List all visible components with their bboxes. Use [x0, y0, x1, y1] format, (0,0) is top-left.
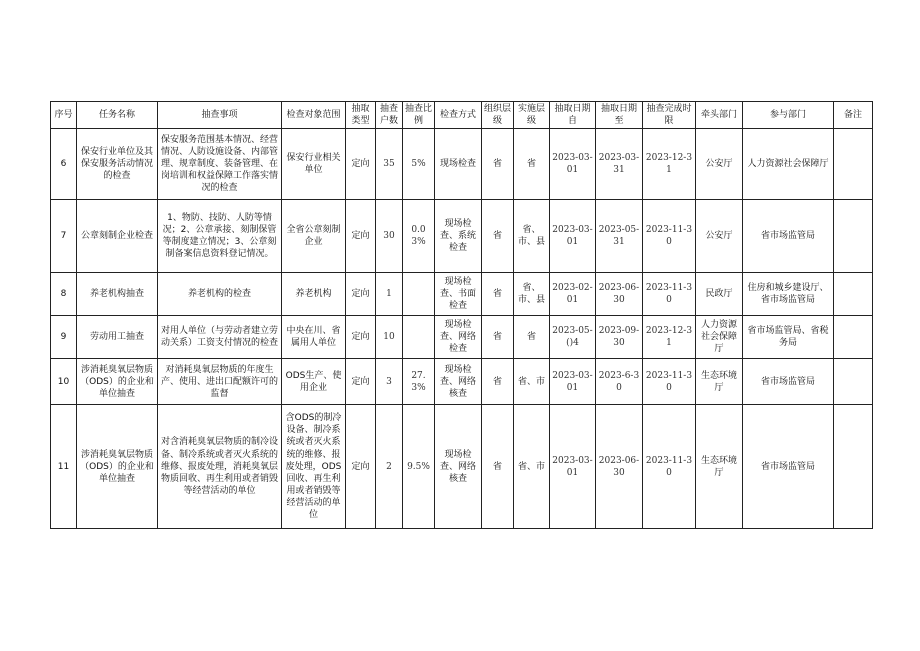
target-scope: ODS生产、使用企业 [282, 359, 346, 405]
table-row [51, 200, 873, 273]
inspection-count: 2 [376, 405, 403, 529]
inspection-item: 养老机构的检查 [158, 273, 282, 316]
date-from: 2023-03-01 [550, 129, 596, 200]
deadline: 2023-11-30 [643, 405, 696, 529]
inspection-ratio [403, 316, 435, 359]
task-name: 涉消耗臭氧层物质（ODS）的企业和单位抽查 [77, 359, 158, 405]
lead-department: 生态环境厅 [696, 359, 743, 405]
header-cell: 抽取类型 [346, 102, 376, 129]
header-cell: 序号 [51, 102, 77, 129]
inspection-ratio: 9.5% [403, 405, 435, 529]
org-level: 省 [482, 316, 514, 359]
task-name: 养老机构抽查 [77, 273, 158, 316]
row-number: 8 [51, 273, 77, 316]
date-from: 2023-03-01 [550, 200, 596, 273]
row-number: 10 [51, 359, 77, 405]
selection-type: 定向 [346, 316, 376, 359]
org-level: 省 [482, 359, 514, 405]
target-scope: 含ODS的制冷设备、制冷系统或者灭火系统的维修、报废处理，ODS回收、再生利用或者销毁等经营活动的单位 [282, 405, 346, 529]
task-name: 保安行业单位及其保安服务活动情况的检查 [77, 129, 158, 200]
target-scope: 全省公章刻制企业 [282, 200, 346, 273]
org-level: 省 [482, 200, 514, 273]
selection-type: 定向 [346, 129, 376, 200]
impl-level: 省、市 [514, 405, 550, 529]
remarks [834, 316, 873, 359]
remarks [834, 359, 873, 405]
inspection-ratio: 0.03% [403, 200, 435, 273]
org-level: 省 [482, 273, 514, 316]
impl-level: 省、市、县 [514, 273, 550, 316]
header-cell: 参与部门 [743, 102, 834, 129]
inspection-ratio: 5% [403, 129, 435, 200]
selection-type: 定向 [346, 359, 376, 405]
date-to: 2023-06-30 [596, 273, 643, 316]
task-name: 公章刻制企业检查 [77, 200, 158, 273]
remarks [834, 129, 873, 200]
remarks [834, 200, 873, 273]
inspection-item: 保安服务范围基本情况、经营情况、人防设施设备、内部管理、规章制度、装备管理、在岗培训和权益保障工作落实情况的检查 [158, 129, 282, 200]
participating-departments: 省市场监管局 [743, 405, 834, 529]
lead-department: 人力资源社会保障厅 [696, 316, 743, 359]
header-cell: 抽查比例 [403, 102, 435, 129]
header-row [51, 102, 873, 129]
header-cell: 实施层级 [514, 102, 550, 129]
table-row [51, 405, 873, 529]
inspection-method: 现场检查、书面检查 [435, 273, 482, 316]
table-row [51, 129, 873, 200]
lead-department: 公安厅 [696, 200, 743, 273]
inspection-table [50, 101, 873, 529]
impl-level: 省 [514, 129, 550, 200]
header-cell: 抽取日期至 [596, 102, 643, 129]
header-cell: 抽取日期自 [550, 102, 596, 129]
deadline: 2023-11-30 [643, 273, 696, 316]
header-cell: 抽查事项 [158, 102, 282, 129]
header-cell: 备注 [834, 102, 873, 129]
lead-department: 民政厅 [696, 273, 743, 316]
inspection-count: 30 [376, 200, 403, 273]
task-name: 涉消耗臭氧层物质（ODS）的企业和单位抽查 [77, 405, 158, 529]
row-number: 11 [51, 405, 77, 529]
row-number: 6 [51, 129, 77, 200]
date-to: 2023-03-31 [596, 129, 643, 200]
participating-departments: 人力资源社会保障厅 [743, 129, 834, 200]
inspection-method: 现场检查、系统检查 [435, 200, 482, 273]
target-scope: 保安行业相关单位 [282, 129, 346, 200]
date-from: 2023-05-()4 [550, 316, 596, 359]
participating-departments: 省市场监管局、省税务局 [743, 316, 834, 359]
inspection-item: 1、物防、技防、人防等情况；2、公章承接、刻制保管等制度建立情况；3、公章刻制备案信息资料登记情况。 [158, 200, 282, 273]
participating-departments: 住房和城乡建设厅、省市场监管局 [743, 273, 834, 316]
header-cell: 牵头部门 [696, 102, 743, 129]
date-from: 2023-02-01 [550, 273, 596, 316]
selection-type: 定向 [346, 200, 376, 273]
inspection-item: 对含消耗臭氧层物质的制冷设备、制冷系统或者灭火系统的维修、报废处理，消耗臭氧层物质回收、再生利用或者销毁等经营活动的单位 [158, 405, 282, 529]
selection-type: 定向 [346, 273, 376, 316]
deadline: 2023-11-30 [643, 359, 696, 405]
header-cell: 抽查户数 [376, 102, 403, 129]
header-cell: 检查对象范围 [282, 102, 346, 129]
date-from: 2023-03-01 [550, 359, 596, 405]
impl-level: 省、市、县 [514, 200, 550, 273]
remarks [834, 273, 873, 316]
inspection-count: 3 [376, 359, 403, 405]
date-to: 2023-06-30 [596, 405, 643, 529]
impl-level: 省、市 [514, 359, 550, 405]
lead-department: 公安厅 [696, 129, 743, 200]
inspection-count: 10 [376, 316, 403, 359]
inspection-method: 现场检查、网络核查 [435, 359, 482, 405]
inspection-item: 对消耗臭氧层物质的年度生产、使用、进出口配额许可的监督 [158, 359, 282, 405]
target-scope: 中央在川、省属用人单位 [282, 316, 346, 359]
table-row [51, 359, 873, 405]
selection-type: 定向 [346, 405, 376, 529]
remarks [834, 405, 873, 529]
org-level: 省 [482, 129, 514, 200]
lead-department: 生态环境厅 [696, 405, 743, 529]
date-to: 2023-05-31 [596, 200, 643, 273]
row-number: 7 [51, 200, 77, 273]
date-from: 2023-03-01 [550, 405, 596, 529]
inspection-ratio: 27.3% [403, 359, 435, 405]
inspection-method: 现场检查、网络核查 [435, 405, 482, 529]
deadline: 2023-11-30 [643, 200, 696, 273]
org-level: 省 [482, 405, 514, 529]
task-name: 劳动用工抽查 [77, 316, 158, 359]
impl-level: 省 [514, 316, 550, 359]
table-row [51, 273, 873, 316]
date-to: 2023-09-30 [596, 316, 643, 359]
deadline: 2023-12-31 [643, 129, 696, 200]
inspection-method: 现场检查 [435, 129, 482, 200]
header-cell: 抽查完成时限 [643, 102, 696, 129]
deadline: 2023-12-31 [643, 316, 696, 359]
table-row [51, 316, 873, 359]
inspection-count: 1 [376, 273, 403, 316]
participating-departments: 省市场监管局 [743, 359, 834, 405]
inspection-ratio [403, 273, 435, 316]
header-cell: 任务名称 [77, 102, 158, 129]
target-scope: 养老机构 [282, 273, 346, 316]
inspection-count: 35 [376, 129, 403, 200]
date-to: 2023-6-30 [596, 359, 643, 405]
inspection-method: 现场检查、网络检查 [435, 316, 482, 359]
header-cell: 组织层级 [482, 102, 514, 129]
row-number: 9 [51, 316, 77, 359]
inspection-item: 对用人单位（与劳动者建立劳动关系）工资支付情况的检查 [158, 316, 282, 359]
participating-departments: 省市场监管局 [743, 200, 834, 273]
header-cell: 检查方式 [435, 102, 482, 129]
